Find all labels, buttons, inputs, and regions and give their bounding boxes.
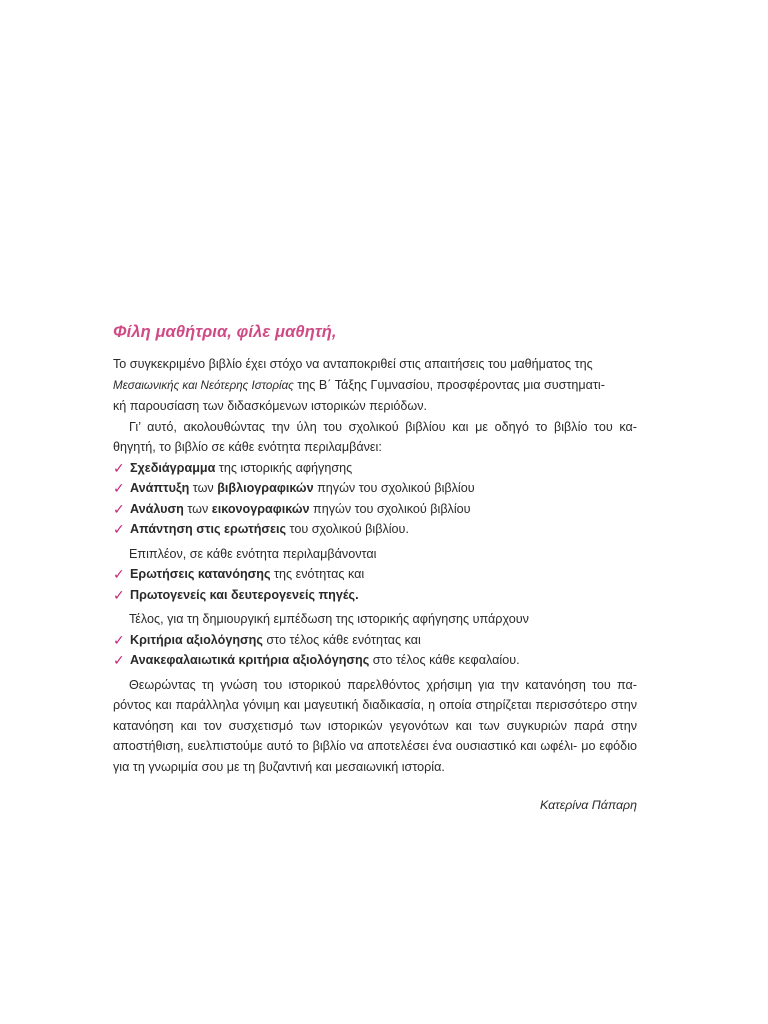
intro-line-1: Το συγκεκριμένο βιβλίο έχει στόχο να ανταποκριθεί στις απαιτήσεις του μαθήματος της bbox=[113, 357, 593, 371]
intro-line-3: κή παρουσίαση των διδασκόμενων ιστορικών περιόδων. bbox=[113, 399, 428, 413]
checkmark-icon: ✓ bbox=[113, 631, 125, 648]
list-item: ✓ Κριτήρια αξιολόγησης στο τέλος κάθε ενότητας και bbox=[113, 630, 637, 651]
list-item: ✓ Ανάπτυξη των βιβλιογραφικών πηγών του σχολικού βιβλίου bbox=[113, 478, 637, 499]
checkmark-icon: ✓ bbox=[113, 459, 125, 476]
list-item: ✓ Πρωτογενείς και δευτερογενείς πηγές. bbox=[113, 585, 637, 606]
closing-paragraph: Θεωρώντας τη γνώση του ιστορικού παρελθόντος χρήσιμη για την κατανόηση του πα- ρόντος και παράλληλα γόνιμη και μαγευτική διαδικασία, η οποία στηρίζεται περισσότερο στην κατανόηση και τον συσχετισμό των ιστορικών γεγονότων και των συγκυριών παρά στην αποστήθιση, ευελπιστούμε αυτό το βιβλίο να αποτελέσει ένα ουσιαστικό και ωφέλι- μο εφόδιο για τη γνωριμία σου με τη βυζαντινή και μεσαιωνική ιστορία. bbox=[113, 677, 637, 774]
intro-line-2: της Β΄ Τάξης Γυμνασίου, προσφέροντας μια συστηματι- bbox=[293, 377, 605, 392]
checkmark-icon: ✓ bbox=[113, 566, 125, 582]
checkmark-icon: ✓ bbox=[113, 500, 125, 517]
course-title: Μεσαιωνικής και Νεότερης Ιστορίας bbox=[113, 378, 294, 392]
list-item: ✓ Ερωτήσεις κατανόησης της ενότητας και bbox=[113, 564, 637, 585]
content-paragraph: Γι’ αυτό, ακολουθώντας την ύλη του σχολικού βιβλίου και με οδηγό το βιβλίο του κα- θηγητή, το βιβλίο σε κάθε ενότητα περιλαμβάνει: bbox=[113, 419, 637, 454]
greeting-heading: Φίλη μαθήτρια, φίλε μαθητή, bbox=[113, 323, 337, 341]
list-item: ✓ Απάντηση στις ερωτήσεις του σχολικού βιβλίου. bbox=[113, 519, 637, 540]
list-item: ✓ Σχεδιάγραμμα της ιστορικής αφήγησης bbox=[113, 458, 637, 479]
final-lead: Τέλος, για τη δημιουργική εμπέδωση της ιστορικής αφήγησης υπάρχουν bbox=[129, 612, 529, 626]
additional-list bbox=[113, 564, 637, 605]
author-signature: Κατερίνα Πάπαρη bbox=[539, 798, 637, 812]
section-contents-list bbox=[113, 458, 637, 540]
checkmark-icon: ✓ bbox=[113, 521, 125, 537]
checkmark-icon: ✓ bbox=[113, 480, 125, 496]
checkmark-icon: ✓ bbox=[113, 586, 125, 603]
list-item: ✓ Ανάλυση των εικονογραφικών πηγών του σχολικού βιβλίου bbox=[113, 499, 637, 520]
additional-lead: Επιπλέον, σε κάθε ενότητα περιλαμβάνονται bbox=[129, 546, 377, 561]
checkmark-icon: ✓ bbox=[113, 652, 125, 668]
assessment-list bbox=[113, 630, 637, 671]
preface bbox=[113, 320, 637, 815]
intro-paragraph bbox=[113, 354, 637, 417]
list-item: ✓ Ανακεφαλαιωτικά κριτήρια αξιολόγησης στο τέλος κάθε κεφαλαίου. bbox=[113, 650, 637, 671]
